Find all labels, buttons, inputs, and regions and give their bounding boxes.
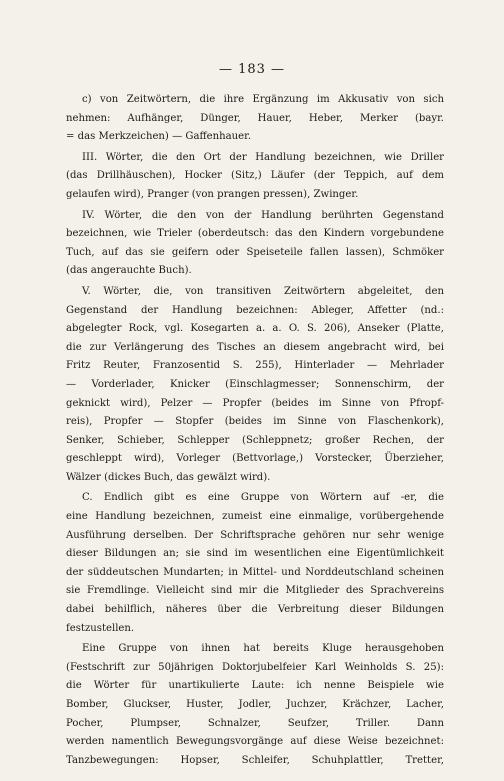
text-line: C. Endlich gibt es eine Gruppe von Wörtern auf -er, die xyxy=(82,492,444,504)
text-line: werden namentlich Bewegungsvorgänge auf diese Weise bezeichnet: xyxy=(66,736,444,748)
text-line: III. Wörter, die den Ort der Handlung bezeichnen, wie Driller xyxy=(82,151,444,163)
text-line: (das angerauchte Buch). xyxy=(66,265,192,277)
text-line: V. Wörter, die, von transitiven Zeitwörtern abgeleitet, den xyxy=(82,285,444,297)
text-line: festzustellen. xyxy=(66,622,135,634)
text-line: die Wörter für unartikulierte Laute: ich nenne Beispiele wie xyxy=(66,680,444,692)
text-line: dieser Bildungen an; sie sind im wesentlichen eine Eigentümlichkeit xyxy=(66,548,444,560)
text-line: eine Handlung bezeichnen, zumeist eine einmalige, vorübergehende xyxy=(66,511,444,523)
page-number: — 183 — xyxy=(218,62,286,77)
text-line: Ausführung derselben. Der Schriftsprache gehören nur sehr wenige xyxy=(66,529,444,541)
text-line: sie Fremdlinge. Vielleicht sind mir die Mitglieder des Sprachvereins xyxy=(66,585,444,597)
text-line: die zur Verlängerung des Tisches an diesem angebracht wird, bei xyxy=(66,341,444,353)
text-line: — Vorderlader, Knicker (Einschlagmesser; Sonnenschirm, der xyxy=(66,378,444,390)
text-line: geknickt wird), Pelzer — Propfer (beides im Sinne von Pfropf- xyxy=(66,397,444,409)
body-text xyxy=(66,91,444,770)
text-line: reis), Propfer — Stopfer (beides im Sinne von Flaschenkork), xyxy=(66,416,444,428)
text-line: gelaufen wird), Pranger (von prangen pressen), Zwinger. xyxy=(66,188,359,200)
text-line: bezeichnen, wie Trieler (oberdeutsch: das den Kindern vorgebundene xyxy=(66,228,444,240)
text-line: (Festschrift zur 50jährigen Doktorjubelfeier Karl Weinholds S. 25): xyxy=(66,661,444,673)
text-line: Bomber, Gluckser, Huster, Jodler, Juchzer, Krächzer, Lacher, xyxy=(66,699,444,710)
text-line: IV. Wörter, die den von der Handlung berührten Gegenstand xyxy=(82,209,444,221)
text-line: c) von Zeitwörtern, die ihre Ergänzung im Akkusativ von sich xyxy=(82,94,444,105)
text-line: Fritz Reuter, Franzosentid S. 255), Hinterlader — Mehrlader xyxy=(66,360,444,372)
text-line: abgelegter Rock, vgl. Kosegarten a. a. O. S. 206), Anseker (Platte, xyxy=(66,323,444,335)
text-line: der süddeutschen Mundarten; in Mittel- und Norddeutschland scheinen xyxy=(66,566,444,578)
text-line: Wälzer (dickes Buch, das gewälzt wird). xyxy=(66,471,271,483)
text-line: = das Merkzeichen) — Gaffenhauer. xyxy=(66,131,252,143)
text-line: Tanzbewegungen: Hopser, Schleifer, Schuhplattler, Tretter, xyxy=(66,754,444,766)
text-line: Pocher, Plumpser, Schnalzer, Seufzer, Triller. Dann xyxy=(66,717,444,729)
text-line: geschleppt wird), Vorleger (Bettvorlage,) Vorstecker, Überzieher, xyxy=(66,453,444,465)
text-line: dabei behilflich, näheres über die Verbreitung dieser Bildungen xyxy=(66,604,444,616)
text-line: Senker, Schieber, Schlepper (Schleppnetz; großer Rechen, der xyxy=(66,434,444,446)
text-line: Gegenstand der Handlung bezeichnen: Ableger, Affetter (nd.: xyxy=(66,304,444,316)
text-line: Tuch, auf das sie geifern oder Speiseteile fallen lassen), Schmöker xyxy=(66,246,444,258)
text-line: nehmen: Aufhänger, Dünger, Hauer, Heber, Merker (bayr. xyxy=(66,112,444,124)
text-line: Eine Gruppe von ihnen hat bereits Kluge herausgehoben xyxy=(82,643,444,655)
text-line: (das Drillhäuschen), Hocker (Sitz,) Läufer (der Teppich, auf dem xyxy=(66,170,444,182)
